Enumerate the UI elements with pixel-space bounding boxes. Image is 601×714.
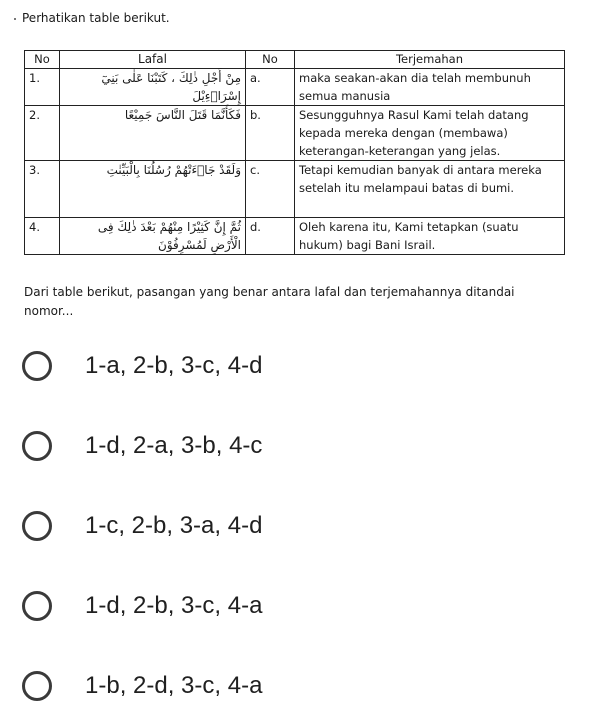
option-1[interactable] xyxy=(22,346,262,386)
row-no2: d. xyxy=(246,218,295,255)
option-label: 1-d, 2-b, 3-c, 4-a xyxy=(85,592,263,619)
radio-icon[interactable] xyxy=(22,351,52,381)
row-terjemahan: Sesungguhnya Rasul Kami telah datang kepada mereka dengan (membawa) keterangan-keterangan yang jelas. xyxy=(295,106,565,161)
row-terjemahan: Tetapi kemudian banyak di antara mereka setelah itu melampaui batas di bumi. xyxy=(295,161,565,218)
header-no: No xyxy=(25,51,60,69)
row-lafal: ثُمَّ إِنَّ كَثِيْرًا مِنْهُمْ بَعْدَ ذٰلِكَ فِى الْأَرْضِ لَمُسْرِفُوْنَ xyxy=(60,218,246,255)
table-row xyxy=(25,218,565,255)
option-5[interactable] xyxy=(22,666,262,706)
intro-label: Perhatikan table berikut. xyxy=(22,11,170,25)
row-no2: c. xyxy=(246,161,295,218)
row-terjemahan: Oleh karena itu, Kami tetapkan (suatu hukum) bagi Bani Israil. xyxy=(295,218,565,255)
header-lafal: Lafal xyxy=(60,51,246,69)
question-text: Dari table berikut, pasangan yang benar antara lafal dan terjemahannya ditandai nomor... xyxy=(24,285,515,318)
question-table xyxy=(24,50,565,255)
intro-text xyxy=(14,11,170,25)
header-no2: No xyxy=(246,51,295,69)
row-no: 3. xyxy=(25,161,60,218)
row-no: 2. xyxy=(25,106,60,161)
option-3[interactable] xyxy=(22,506,262,546)
table-row xyxy=(25,106,565,161)
row-no2: a. xyxy=(246,69,295,106)
row-lafal: فَكَأَنَّمَا قَتَلَ النَّاسَ جَمِيْعًا xyxy=(60,106,246,161)
row-no: 4. xyxy=(25,218,60,255)
row-terjemahan: maka seakan-akan dia telah membunuh semua manusia xyxy=(295,69,565,106)
header-terjemahan: Terjemahan xyxy=(295,51,565,69)
row-lafal: وَلَقَدْ جَاۤءَتْهُمْ رُسُلُنَا بِالْبَيِّنٰتِ xyxy=(60,161,246,218)
option-2[interactable] xyxy=(22,426,262,466)
row-lafal: مِنْ أَجْلِ ذٰلِكَ ، كَتَبْنَا عَلٰى بَنِيٓ إِسْرَاۤءِيْلَ xyxy=(60,69,246,106)
option-label: 1-c, 2-b, 3-a, 4-d xyxy=(85,512,263,539)
table-row xyxy=(25,69,565,106)
option-label: 1-a, 2-b, 3-c, 4-d xyxy=(85,352,263,379)
table-row xyxy=(25,161,565,218)
option-label: 1-d, 2-a, 3-b, 4-c xyxy=(85,432,263,459)
table-header-row xyxy=(25,51,565,69)
radio-icon[interactable] xyxy=(22,671,52,701)
radio-icon[interactable] xyxy=(22,511,52,541)
radio-icon[interactable] xyxy=(22,431,52,461)
row-no2: b. xyxy=(246,106,295,161)
row-no: 1. xyxy=(25,69,60,106)
bullet-dot xyxy=(14,18,16,20)
option-4[interactable] xyxy=(22,586,262,626)
radio-icon[interactable] xyxy=(22,591,52,621)
option-label: 1-b, 2-d, 3-c, 4-a xyxy=(85,672,263,699)
